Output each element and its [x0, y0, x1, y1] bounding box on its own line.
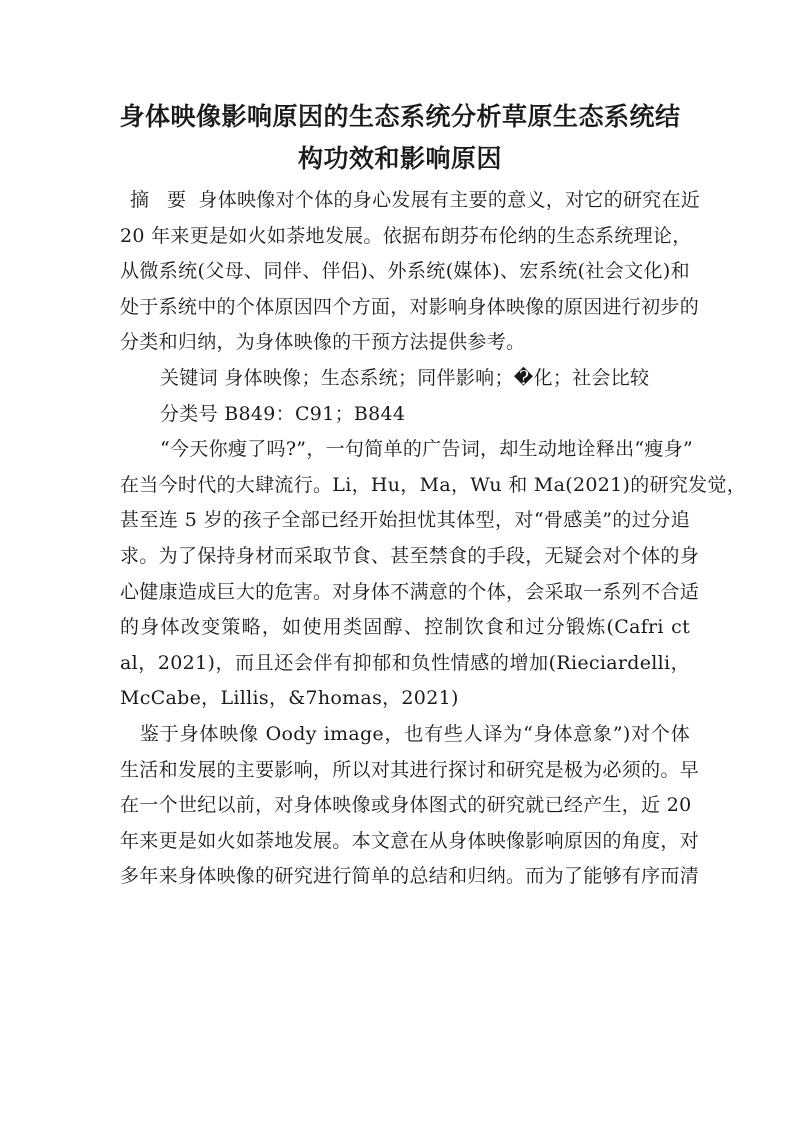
- paragraph-line: 心健康造成巨大的危害。对身体不满意的个体，会采取一系列不合适: [120, 580, 700, 603]
- paragraph-line: 在一个世纪以前，对身体映像或身体图式的研究就已经产生，近 20: [120, 794, 692, 817]
- title-line-2: 构功效和影响原因: [297, 144, 502, 173]
- abstract-line: 20 年来更是如火如荼地发展。依据布朗芬布伦纳的生态系统理论，: [120, 224, 692, 247]
- abstract-label: 摘 要: [130, 189, 193, 211]
- abstract-line: 处于系统中的个体原因四个方面，对影响身体映像的原因进行初步的: [120, 295, 700, 318]
- paragraph-line: 多年来身体映像的研究进行简单的总结和归纳。而为了能够有序而清: [120, 865, 700, 888]
- document-title: [100, 96, 700, 180]
- paragraph-line: 的身体改变策略，如使用类固醇、控制饮食和过分锻炼(Cafri ct: [120, 616, 690, 639]
- paragraph-line: 年来更是如火如荼地发展。本文意在从身体映像影响原因的角度，对: [120, 829, 700, 852]
- abstract-line: 从微系统(父母、同伴、伴侣)、外系统(媒体)、宏系统(社会文化)和: [120, 260, 690, 283]
- keywords: 关键词 身体映像；生态系统；同伴影响；�化；社会比较: [160, 366, 650, 389]
- paragraph-line: 在当今时代的大肆流行。Li，Hu，Ma，Wu 和 Ma(2021)的研究发觉，: [120, 473, 747, 496]
- paragraph-line: 鉴于身体映像 Oody image，也有些人译为“身体意象”)对个体: [140, 722, 690, 745]
- paragraph-line: al，2021)，而且还会伴有抑郁和负性情感的增加(Rieciardelli，: [120, 651, 690, 674]
- paragraph-line: 求。为了保持身材而采取节食、甚至禁食的手段，无疑会对个体的身: [120, 544, 700, 567]
- title-line-1: 身体映像影响原因的生态系统分析草原生态系统结: [119, 102, 681, 131]
- paragraph-line: McCabe，Lillis，&7homas，2021): [120, 687, 459, 710]
- document-body: [120, 183, 747, 895]
- abstract-line: [120, 183, 701, 219]
- abstract-text: 身体映像对个体的身心发展有主要的意义，对它的研究在近: [198, 189, 701, 211]
- paragraph-line: 甚至连 5 岁的孩子全部已经开始担忧其体型，对“骨感美”的过分追: [120, 509, 690, 532]
- paragraph-line: “今天你瘦了吗?”，一句简单的广告词，却生动地诠释出“瘦身”: [160, 438, 694, 461]
- abstract-line: 分类和归纳，为身体映像的干预方法提供参考。: [120, 331, 526, 354]
- paragraph-line: 生活和发展的主要影响，所以对其进行探讨和研究是极为必须的。早: [120, 758, 700, 781]
- classification-number: 分类号 B849：C91；B844: [160, 402, 406, 425]
